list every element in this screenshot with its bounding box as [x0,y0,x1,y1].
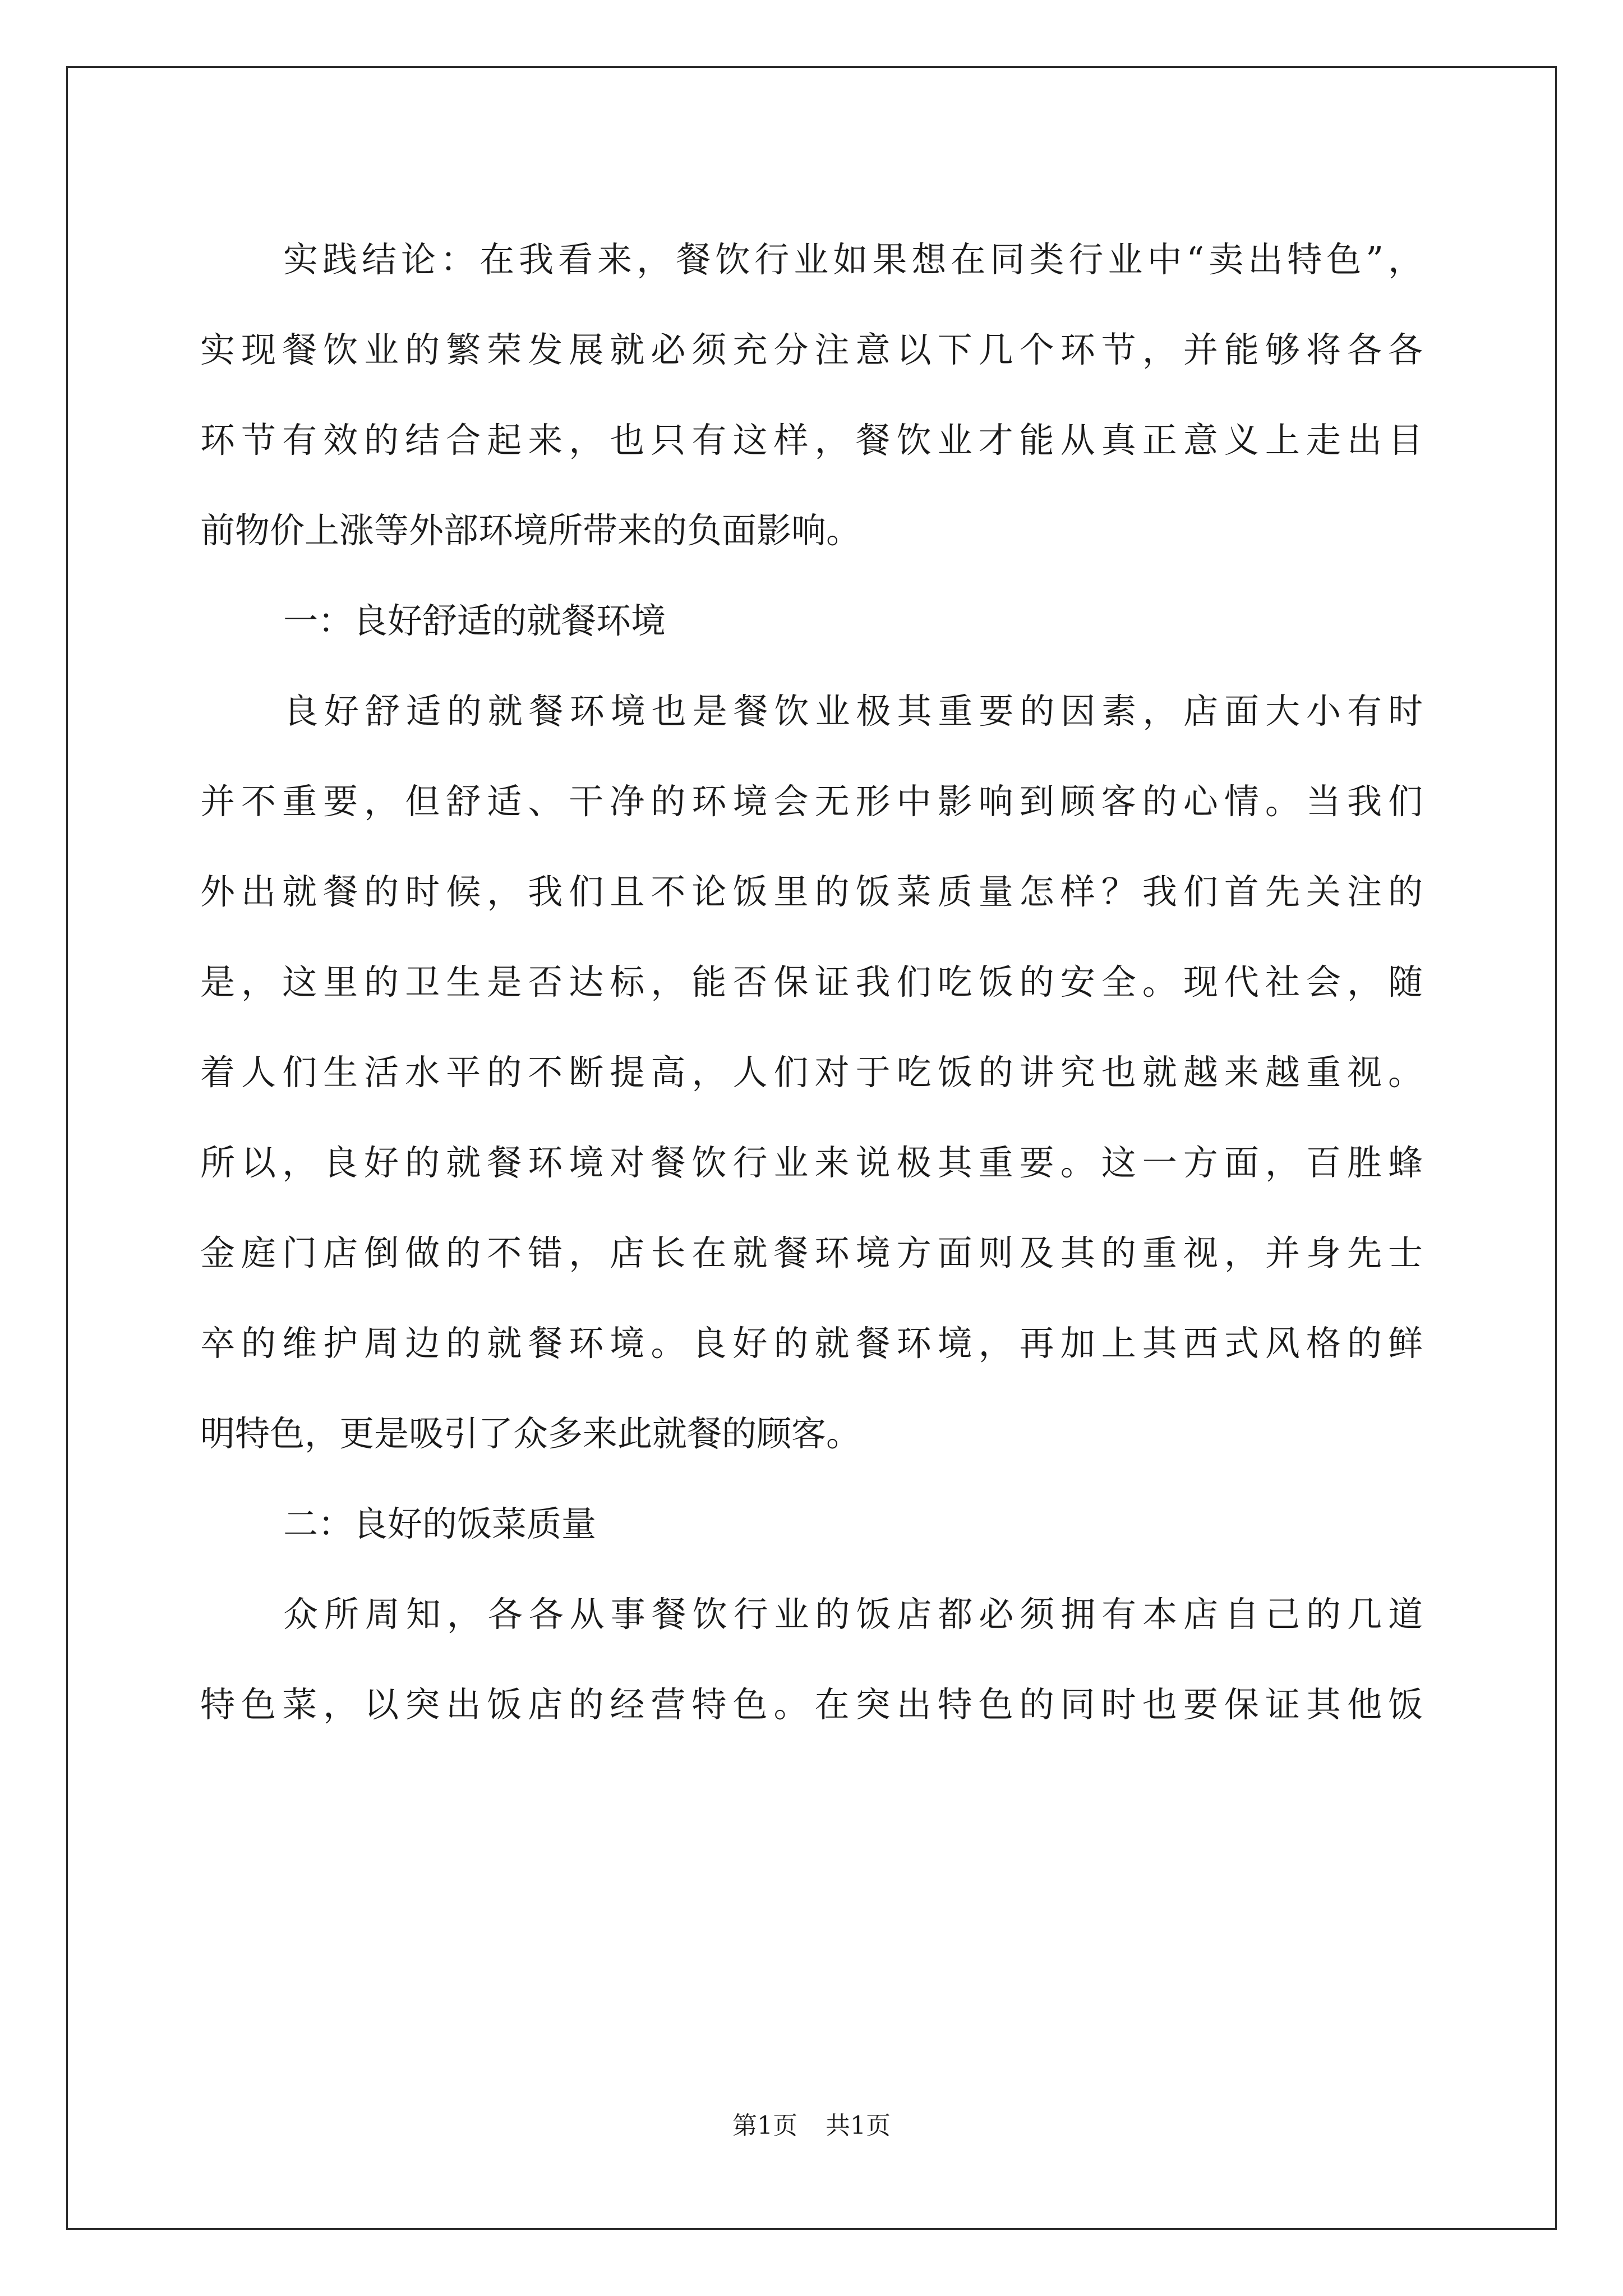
text-line: 众所周知，各各从事餐饮行业的饭店都必须拥有本店自己的几道 [283,1594,1423,1635]
text-line: 特色菜，以突出饭店的经营特色。在突出特色的同时也要保证其他饭 [200,1684,1423,1725]
text-line: 前物价上涨等外部环境所带来的负面影响。 [200,510,861,551]
text-line: 明特色，更是吸引了众多来此就餐的顾客。 [200,1413,861,1454]
page-number: 第1页 [732,2111,797,2140]
text-line: 良好舒适的就餐环境也是餐饮业极其重要的因素，店面大小有时 [283,691,1423,731]
text-line: 实现餐饮业的繁荣发展就必须充分注意以下几个环节，并能够将各各 [200,329,1423,370]
text-line: 实践结论：在我看来，餐饮行业如果想在同类行业中“卖出特色”， [283,239,1423,280]
text-line: 是，这里的卫生是否达标，能否保证我们吃饭的安全。现代社会，随 [200,961,1423,1002]
text-line: 环节有效的结合起来，也只有这样，餐饮业才能从真正意义上走出目 [200,420,1423,461]
text-line: 并不重要，但舒适、干净的环境会无形中影响到顾客的心情。当我们 [200,781,1423,822]
text-line: 外出就餐的时候，我们且不论饭里的饭菜质量怎样？我们首先关注的 [200,871,1423,912]
text-line: 所以，良好的就餐环境对餐饮行业来说极其重要。这一方面，百胜蜂 [200,1142,1423,1183]
text-line: 二：良好的饭菜质量 [283,1503,597,1544]
page-total: 共1页 [826,2111,891,2140]
document-body [200,214,1423,1750]
text-line: 着人们生活水平的不断提高，人们对于吃饭的讲究也就越来越重视。 [200,1052,1423,1093]
text-line: 金庭门店倒做的不错，店长在就餐环境方面则及其的重视，并身先士 [200,1232,1423,1273]
text-line: 一：良好舒适的就餐环境 [283,600,666,641]
text-line: 卒的维护周边的就餐环境。良好的就餐环境，再加上其西式风格的鲜 [200,1323,1423,1364]
page-footer [0,2109,1623,2143]
